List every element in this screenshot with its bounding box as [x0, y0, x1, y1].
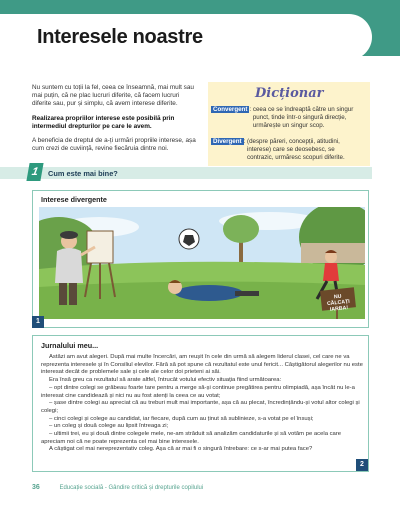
intro-paragraph-3: A beneficia de dreptul de a-ți urmări propriile interese, așa cum crezi de cuviință, revine fiecăruia dintre noi.: [32, 137, 196, 153]
journal-text: [41, 354, 363, 454]
journal-list-item: – șase dintre colegi au apreciat că au treburi mult mai importante, așa că au plecat, încredințându-și votul altor colegi și colegi;: [41, 400, 360, 414]
illustration-box: [32, 190, 369, 328]
tree: [223, 215, 259, 243]
lying-boy-legs: [235, 291, 259, 296]
illustration-title: Interese divergente: [41, 195, 107, 204]
page-title: Interesele noastre: [37, 26, 203, 48]
easel-canvas: [87, 231, 113, 263]
journal-title: Jurnalului meu...: [41, 341, 99, 350]
sign-text-line-2: CĂLCAȚI: [326, 298, 351, 308]
intro-text: [32, 84, 200, 159]
dictionary-title: Dicționar: [255, 86, 324, 101]
footer-text: Educație socială - Gândire critică și drepturile copilului: [59, 485, 204, 491]
dictionary-term: Convergent: [213, 106, 248, 113]
intro-paragraph-2: Realizarea propriilor interese este posibilă prin intermediul drepturilor pe care le avem.: [32, 114, 175, 130]
dictionary-box: [208, 82, 370, 166]
journal-list-item: – un coleg și două colege au lipsit întreaga zi;: [49, 423, 169, 430]
dictionary-definition: (despre păreri, concepții, atitudini, interese) care se deosebesc, se contrazic, urmăresc scopuri diferite.: [247, 138, 345, 161]
journal-list-item: – opt dintre colegi se grăbeau foarte tare pentru a merge să-și continue pregătirea pentru olimpiadă, așa încât nu le-a interesat cine candidează și nici nu au fost atenți la ceea ce au votat;: [41, 384, 355, 399]
sign-text-line-1: NU: [333, 293, 342, 301]
section-number: 1: [26, 163, 43, 181]
painter-body: [55, 248, 83, 283]
illustration-number-badge: 1: [32, 316, 44, 328]
journal-number-badge: 2: [356, 459, 368, 471]
dictionary-entry-convergent: Convergent : ceea ce se îndreaptă către un singur punct, tinde într-o singură direcție, urmărește un singur scop.: [211, 106, 357, 130]
lying-boy-body: [175, 285, 243, 301]
journal-paragraph: Astăzi am avut alegeri. După mai multe încercări, am reușit în cele din urmă să alegem liderul clasei, cel care ne va reprezenta interesele și în Consiliul elevilor. Fără să pot spune că rezultatul este unul fericit... Câștigătorul alegerilor nu este interesat decât de problemele sale și cele ale celor doi prieteni ai săi.: [41, 354, 363, 376]
journal-list-item: – ultimii trei, eu și două dintre colegele mele, ne-am străduit să analizăm candidaturile și să votăm pe acela care apreciam noi că ne poate reprezenta cel mai bine interesele.: [41, 431, 342, 445]
intro-paragraph: [32, 84, 200, 109]
journal-box: [32, 335, 369, 472]
sign-text-line-3: IARBA!: [329, 305, 349, 313]
page-number: 36: [32, 484, 40, 491]
page-footer: [32, 484, 203, 491]
intro-paragraph-1: Nu suntem cu toții la fel, ceea ce înseamnă, mai mult sau mai puțin, că ne plac lucruri diferite, că facem lucruri diferite sau, pur și simplu, că avem interese diferite.: [32, 84, 194, 108]
section-title: Cum este mai bine?: [48, 169, 118, 178]
painter-leg: [59, 283, 67, 305]
journal-paragraph: A câștigat cel mai nereprezentativ coleg. Așa că ar mai fi o singură întrebare: ce s-ar mai putea face?: [49, 446, 313, 453]
dictionary-term: Divergent: [213, 138, 242, 145]
dictionary-definition: ceea ce se îndreaptă către un singur punct, tinde într-o singură direcție, urmărește un singur scop.: [252, 106, 354, 129]
journal-paragraph: Era însă greu ca rezultatul să arate altfel, întrucât votului efectiv situația fiind următoarea:: [49, 377, 282, 384]
intro-paragraph: [32, 137, 200, 153]
dictionary-entry-divergent: Divergent : (despre păreri, concepții, atitudini, interese) care se deosebesc, se contrazic, urmăresc scopuri diferite.: [211, 138, 361, 162]
girl-shirt: [323, 263, 339, 281]
intro-paragraph: [32, 115, 200, 131]
journal-list-item: – cinci colegi și colege au candidat, iar fiecare, după cum au ținut să sublinieze, s-a votat pe el însuși;: [49, 415, 314, 422]
illustration-scene: [39, 207, 365, 319]
painter-beret: [60, 231, 78, 239]
painter-leg: [69, 283, 77, 305]
